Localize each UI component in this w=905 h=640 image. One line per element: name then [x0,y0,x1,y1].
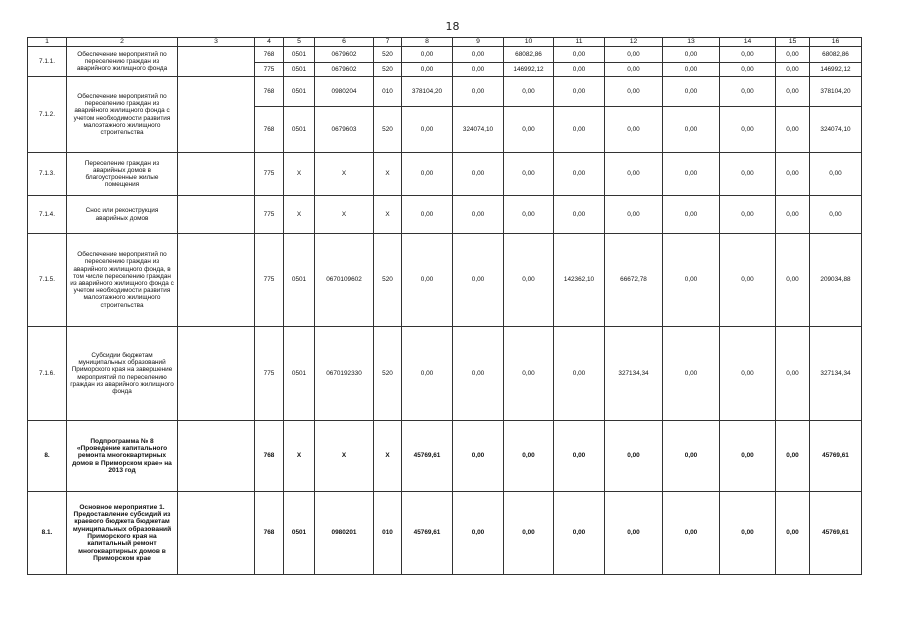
row-executor [178,196,255,234]
section: X [284,196,315,234]
header-cell-6: 6 [315,38,374,47]
amount-2013: 45769,61 [402,492,453,575]
amount-2013: 0,00 [402,234,453,327]
admin-code: 775 [255,327,284,421]
amount-2019: 0,00 [720,196,776,234]
row-description: Обеспечение мероприятий по переселению граждан из аварийного жилищного фонда, в том числе переселению граждан из аварийного жилищного фонда с учетом необходимости развития малоэтажного жилищного строительства [67,234,178,327]
header-cell-9: 9 [453,38,504,47]
header-cell-15: 15 [776,38,810,47]
page-number: 18 [445,20,460,33]
amount-total: 378104,20 [810,77,862,107]
amount-2018: 0,00 [663,47,720,63]
target-article: 0679602 [315,47,374,63]
amount-2019: 0,00 [720,63,776,77]
amount-total: 0,00 [810,153,862,196]
table-row [28,77,862,107]
amount-total: 0,00 [810,196,862,234]
table-row [28,492,862,575]
amount-2015: 0,00 [504,153,554,196]
target-article: 0670192330 [315,327,374,421]
section: 0501 [284,63,315,77]
amount-2020: 0,00 [776,327,810,421]
header-cell-8: 8 [402,38,453,47]
amount-2013: 0,00 [402,47,453,63]
section: X [284,153,315,196]
amount-2015: 0,00 [504,327,554,421]
amount-total: 327134,34 [810,327,862,421]
row-executor [178,234,255,327]
amount-2016: 0,00 [554,107,605,153]
table-row [28,196,862,234]
amount-2014: 0,00 [453,196,504,234]
admin-code: 768 [255,107,284,153]
amount-2018: 0,00 [663,107,720,153]
amount-2019: 0,00 [720,107,776,153]
admin-code: 775 [255,63,284,77]
row-number: 8.1. [28,492,67,575]
row-number: 7.1.2. [28,77,67,153]
amount-total: 45769,61 [810,421,862,492]
amount-2018: 0,00 [663,153,720,196]
amount-total: 146992,12 [810,63,862,77]
amount-2016: 0,00 [554,196,605,234]
row-description: Субсидии бюджетам муниципальных образований Приморского края на завершение мероприятий по переселению граждан из аварийного жилищного фонда [67,327,178,421]
section: 0501 [284,47,315,63]
amount-2017: 0,00 [605,421,663,492]
row-description: Основное мероприятие 1. Предоставление субсидий из краевого бюджета бюджетам муниципальных образований Приморского края на капитальный ремонт многоквартирных домов в Приморском крае [67,492,178,575]
amount-2019: 0,00 [720,421,776,492]
admin-code: 768 [255,492,284,575]
amount-2020: 0,00 [776,196,810,234]
amount-2019: 0,00 [720,77,776,107]
admin-code: 775 [255,234,284,327]
section: 0501 [284,492,315,575]
amount-2020: 0,00 [776,234,810,327]
amount-2020: 0,00 [776,63,810,77]
row-number: 7.1.3. [28,153,67,196]
table-row [28,234,862,327]
amount-2017: 0,00 [605,107,663,153]
amount-2020: 0,00 [776,77,810,107]
header-cell-10: 10 [504,38,554,47]
row-number: 8. [28,421,67,492]
amount-2017: 327134,34 [605,327,663,421]
amount-2017: 0,00 [605,63,663,77]
amount-2013: 378104,20 [402,77,453,107]
expense-type: 520 [374,327,402,421]
amount-2015: 0,00 [504,421,554,492]
header-cell-13: 13 [663,38,720,47]
header-cell-1: 1 [28,38,67,47]
amount-2015: 0,00 [504,107,554,153]
amount-2019: 0,00 [720,234,776,327]
header-cell-7: 7 [374,38,402,47]
section: 0501 [284,77,315,107]
header-cell-12: 12 [605,38,663,47]
amount-2020: 0,00 [776,153,810,196]
header-row [28,38,862,47]
expense-type: X [374,196,402,234]
table-row [28,153,862,196]
header-cell-4: 4 [255,38,284,47]
row-description: Снос или реконструкция аварийных домов [67,196,178,234]
amount-total: 324074,10 [810,107,862,153]
amount-2014: 0,00 [453,47,504,63]
row-number: 7.1.6. [28,327,67,421]
amount-2018: 0,00 [663,327,720,421]
amount-2017: 0,00 [605,47,663,63]
table-row [28,421,862,492]
amount-total: 45769,61 [810,492,862,575]
section: 0501 [284,107,315,153]
expense-type: 010 [374,77,402,107]
amount-2020: 0,00 [776,107,810,153]
row-executor [178,47,255,77]
amount-total: 68082,86 [810,47,862,63]
target-article: 0980204 [315,77,374,107]
table-row [28,327,862,421]
amount-2016: 142362,10 [554,234,605,327]
amount-total: 209034,88 [810,234,862,327]
amount-2016: 0,00 [554,153,605,196]
expense-type: 520 [374,47,402,63]
amount-2018: 0,00 [663,196,720,234]
amount-2017: 0,00 [605,77,663,107]
admin-code: 775 [255,153,284,196]
header-cell-11: 11 [554,38,605,47]
row-executor [178,153,255,196]
target-article: 0679602 [315,63,374,77]
amount-2017: 0,00 [605,153,663,196]
amount-2017: 66672,78 [605,234,663,327]
expense-type: X [374,153,402,196]
amount-2020: 0,00 [776,421,810,492]
header-cell-5: 5 [284,38,315,47]
amount-2013: 0,00 [402,153,453,196]
target-article: 0670109602 [315,234,374,327]
amount-2020: 0,00 [776,47,810,63]
amount-2014: 0,00 [453,153,504,196]
amount-2014: 0,00 [453,327,504,421]
amount-2013: 45769,61 [402,421,453,492]
expense-type: 520 [374,234,402,327]
target-article: X [315,153,374,196]
amount-2016: 0,00 [554,77,605,107]
expense-type: 520 [374,107,402,153]
amount-2016: 0,00 [554,47,605,63]
admin-code: 768 [255,47,284,63]
amount-2016: 0,00 [554,63,605,77]
amount-2014: 0,00 [453,77,504,107]
header-cell-3: 3 [178,38,255,47]
amount-2018: 0,00 [663,492,720,575]
target-article: 0679603 [315,107,374,153]
row-executor [178,421,255,492]
row-number: 7.1.4. [28,196,67,234]
amount-2015: 0,00 [504,234,554,327]
row-number: 7.1.1. [28,47,67,77]
amount-2015: 0,00 [504,196,554,234]
amount-2017: 0,00 [605,196,663,234]
amount-2015: 146992,12 [504,63,554,77]
amount-2013: 0,00 [402,196,453,234]
row-description: Подпрограмма № 8 «Проведение капитального ремонта многоквартирных домов в Приморском крае» на 2013 год [67,421,178,492]
amount-2014: 0,00 [453,492,504,575]
amount-2014: 324074,10 [453,107,504,153]
amount-2018: 0,00 [663,63,720,77]
section: 0501 [284,327,315,421]
amount-2015: 68082,86 [504,47,554,63]
amount-2015: 0,00 [504,77,554,107]
section: 0501 [284,234,315,327]
expense-type: 010 [374,492,402,575]
admin-code: 775 [255,196,284,234]
target-article: X [315,421,374,492]
row-executor [178,327,255,421]
section: X [284,421,315,492]
amount-2018: 0,00 [663,421,720,492]
table-row [28,47,862,63]
amount-2013: 0,00 [402,107,453,153]
amount-2019: 0,00 [720,153,776,196]
amount-2016: 0,00 [554,492,605,575]
header-cell-16: 16 [810,38,862,47]
amount-2014: 0,00 [453,63,504,77]
target-article: 0980201 [315,492,374,575]
expense-type: X [374,421,402,492]
amount-2015: 0,00 [504,492,554,575]
header-cell-14: 14 [720,38,776,47]
row-description: Обеспечение мероприятий по переселению граждан из аварийного жилищного фонда с учетом необходимости развития малоэтажного жилищного строительства [67,77,178,153]
amount-2016: 0,00 [554,421,605,492]
amount-2013: 0,00 [402,327,453,421]
budget-table [27,37,862,575]
amount-2014: 0,00 [453,421,504,492]
row-executor [178,492,255,575]
amount-2019: 0,00 [720,327,776,421]
admin-code: 768 [255,421,284,492]
header-cell-2: 2 [67,38,178,47]
amount-2018: 0,00 [663,77,720,107]
amount-2019: 0,00 [720,47,776,63]
amount-2018: 0,00 [663,234,720,327]
expense-type: 520 [374,63,402,77]
amount-2016: 0,00 [554,327,605,421]
row-executor [178,77,255,153]
amount-2013: 0,00 [402,63,453,77]
row-description: Переселение граждан из аварийных домов в благоустроенные жилые помещения [67,153,178,196]
admin-code: 768 [255,77,284,107]
amount-2014: 0,00 [453,234,504,327]
row-number: 7.1.5. [28,234,67,327]
amount-2017: 0,00 [605,492,663,575]
target-article: X [315,196,374,234]
amount-2020: 0,00 [776,492,810,575]
row-description: Обеспечение мероприятий по переселению граждан из аварийного жилищного фонда [67,47,178,77]
amount-2019: 0,00 [720,492,776,575]
